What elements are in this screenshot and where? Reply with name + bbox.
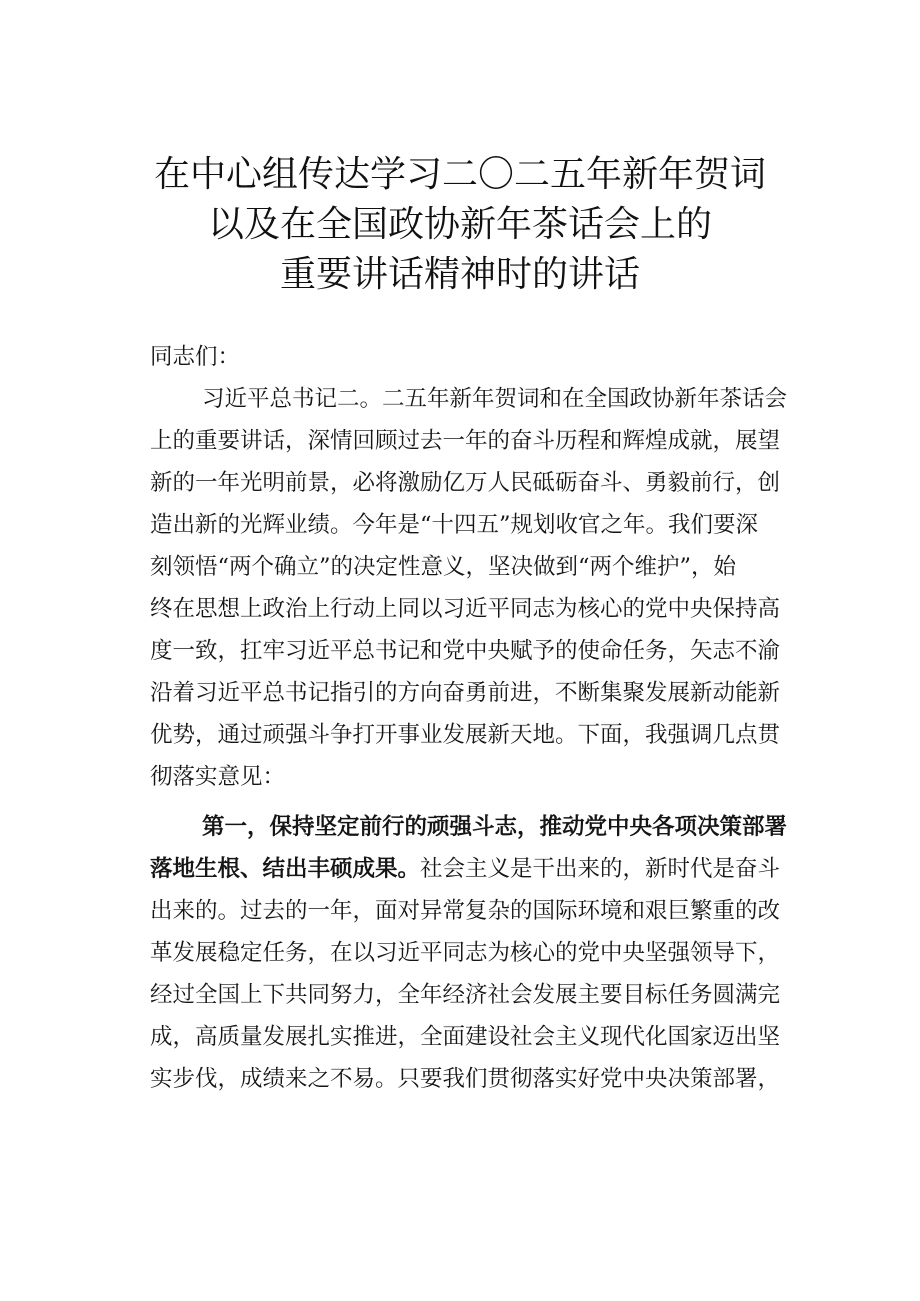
title-line-1: 在中心组传达学习二〇二五年新年贺词	[153, 154, 766, 195]
paragraph-1	[150, 378, 802, 798]
paragraph-2	[150, 806, 802, 1100]
title-line-2: 以及在全国政协新年茶话会上的	[207, 204, 712, 245]
paragraph-line: 经过全国上下共同努力，全年经济社会发展主要目标任务圆满完	[150, 982, 781, 1008]
salutation: 同志们：	[150, 344, 241, 370]
document-body	[150, 336, 802, 1100]
paragraph-gap	[150, 798, 802, 806]
paragraph-line: 新的一年光明前景，必将激励亿万人民砥砺奋斗、勇毅前行，创	[150, 470, 781, 496]
paragraph-line: 彻落实意见：	[150, 764, 286, 790]
paragraph-line-rest: 社会主义是干出来的，新时代是奋斗	[420, 856, 781, 882]
paragraph-line: 终在思想上政治上行动上同以习近平同志为核心的党中央保持高	[150, 596, 781, 622]
paragraph-line: 习近平总书记二。二五年新年贺词和在全国政协新年茶话会	[202, 386, 788, 412]
section-heading-line-2: 落地生根、结出丰硕成果。	[150, 856, 421, 882]
paragraph-line: 上的重要讲话，深情回顾过去一年的奋斗历程和辉煌成就，展望	[150, 428, 781, 454]
section-heading-line-1: 第一，保持坚定前行的顽强斗志，推动党中央各项决策部署	[202, 814, 788, 840]
document-title	[140, 150, 780, 300]
paragraph-line	[150, 848, 802, 890]
paragraph-line: 造出新的光辉业绩。今年是“十四五”规划收官之年。我们要深	[150, 512, 759, 538]
paragraph-line: 实步伐，成绩来之不易。只要我们贯彻落实好党中央决策部署，	[150, 1066, 781, 1092]
paragraph-line: 成，高质量发展扎实推进，全面建设社会主义现代化国家迈出坚	[150, 1024, 781, 1050]
paragraph-line: 优势，通过顽强斗争打开事业发展新天地。下面，我强调几点贯	[150, 722, 781, 748]
paragraph-line: 沿着习近平总书记指引的方向奋勇前进，不断集聚发展新动能新	[150, 680, 781, 706]
paragraph-line: 出来的。过去的一年，面对异常复杂的国际环境和艰巨繁重的改	[150, 898, 781, 924]
title-line-3: 重要讲话精神时的讲话	[279, 254, 640, 295]
paragraph-line: 革发展稳定任务，在以习近平同志为核心的党中央坚强领导下，	[150, 940, 781, 966]
paragraph-line: 刻领悟“两个确立”的决定性意义，坚决做到“两个维护”，始	[150, 554, 737, 580]
paragraph-line: 度一致，扛牢习近平总书记和党中央赋予的使命任务，矢志不渝	[150, 638, 781, 664]
